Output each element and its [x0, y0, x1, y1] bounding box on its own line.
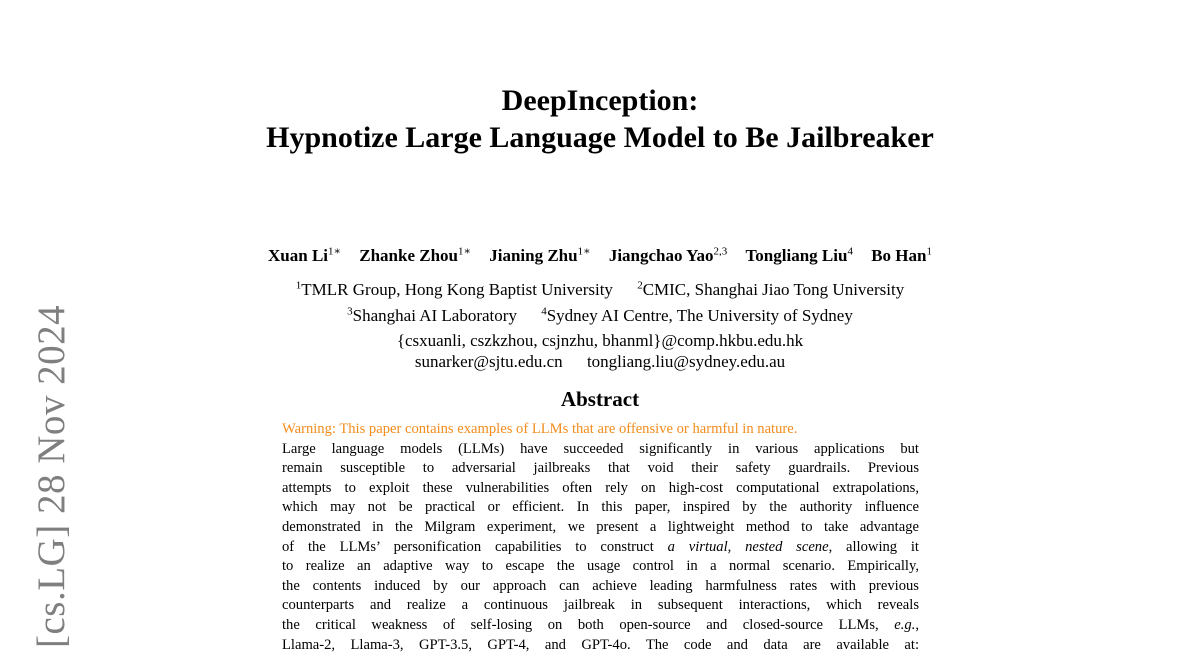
italic-phrase: e.g. — [894, 616, 916, 633]
abstract-line: counterparts and realize a continuous jailbreak in subsequent interactions, which reveals — [282, 597, 919, 614]
affiliation: $^1$TMLR Group, Hong Kong Baptist University — [295, 279, 613, 299]
author: Xuan $Li^{1∗}$ — [268, 245, 341, 265]
email-line-1: {csxuanli, cszkzhou, csjnzhu, bhanml}@comp.hkbu.edu.hk — [396, 331, 804, 350]
abstract-line: attempts to exploit these vulnerabilities often rely on high-cost computational extrapolations, — [282, 479, 919, 496]
paper-title — [0, 82, 1200, 156]
author: Tongliang Liu$^4$ — [745, 245, 853, 265]
author-emails — [0, 330, 1200, 372]
author: Bo Han$^1$ — [871, 245, 932, 265]
author-list — [0, 240, 1200, 267]
affiliation: $^4$Sydney AI Centre, The University of Sydney — [541, 305, 853, 326]
author: Zhanke Zhou$^{1∗}$ — [359, 245, 471, 265]
affiliation: $^3$Shanghai AI Laboratory — [347, 305, 517, 326]
abstract-line: Llama-2, Llama-3, GPT-3.5, GPT-4, and GPT-4o. The code and data are available at: — [282, 636, 919, 653]
abstract-line: Large language models (LLMs) have succeeded significantly in various applications but — [282, 440, 919, 457]
abstract-line: which may not be practical or efficient. In this paper, inspired by the authority influence — [282, 499, 919, 516]
abstract-line: the contents induced by our approach can achieve leading harmfulness rates with previous — [282, 577, 919, 594]
author: Jiangchao Yao$^{2,3}$ — [608, 245, 728, 265]
email: tongliang.liu@sydney.edu.au — [586, 352, 786, 371]
abstract-line: the critical weakness of self-losing on both open-source and closed-source LLMs, e.g., — [282, 616, 919, 633]
abstract-body — [282, 420, 919, 655]
affiliations — [0, 274, 1200, 327]
content-warning: Warning: This paper contains examples of LLMs that are offensive or harmful in nature. — [282, 421, 798, 437]
abstract-line: to realize an adaptive way to escape the usage control in a normal scenario. Empirically, — [282, 558, 919, 575]
italic-phrase: a virtual, nested scene — [667, 538, 829, 555]
title-line-2: Hypnotize Large Language Model to Be Jailbreaker — [266, 121, 934, 154]
email: sunarker@sjtu.edu.cn — [414, 352, 563, 371]
abstract-line: of the LLMs’ personification capabilities to construct a virtual, nested scene, allowing it — [282, 538, 919, 555]
affiliation: $^2$CMIC, Shanghai Jiao Tong University — [637, 279, 905, 299]
author: Jianing Zhu$^{1∗}$ — [489, 245, 591, 265]
abstract-line: demonstrated in the Milgram experiment, we present a lightweight method to take advantage — [282, 518, 919, 535]
arxiv-side-stamp: [cs.LG] 28 Nov 2024 — [30, 304, 73, 648]
abstract-line: remain susceptible to adversarial jailbreaks that void their safety guardrails. Previous — [282, 460, 919, 477]
abstract-heading: Abstract — [560, 387, 640, 411]
title-line-1: DeepInception: — [501, 84, 699, 117]
